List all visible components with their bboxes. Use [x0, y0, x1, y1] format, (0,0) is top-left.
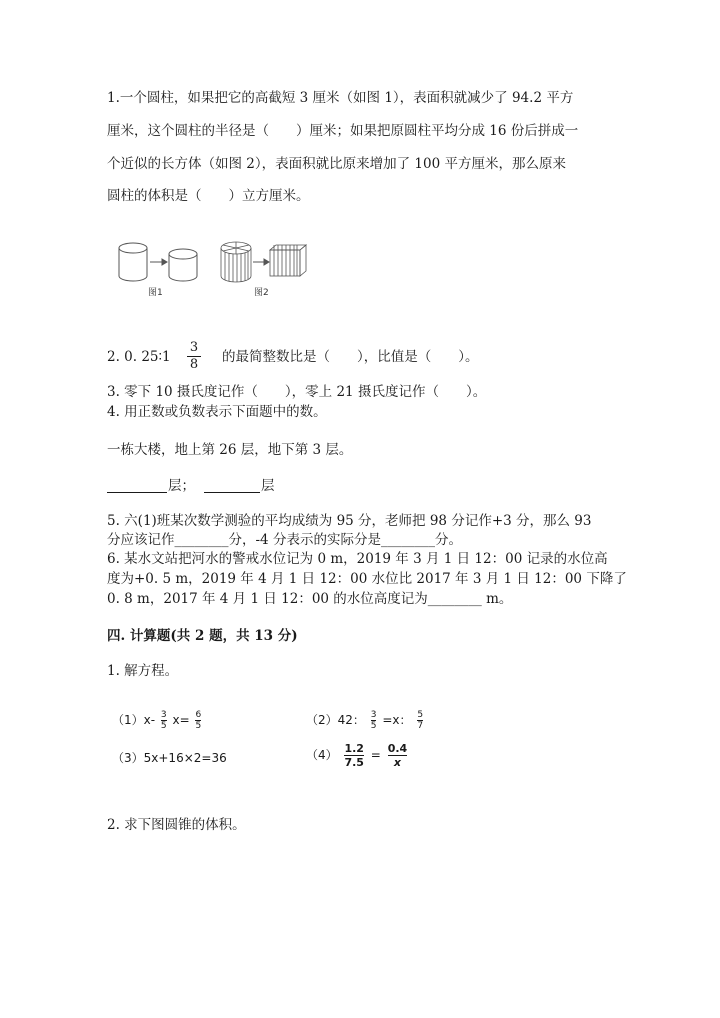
arrow-icon-2: [253, 259, 269, 265]
q1-line4: 圆柱的体积是（ ）立方厘米。: [107, 188, 310, 204]
eq2-label: （2）: [306, 713, 338, 727]
q3-text: 3. 零下 10 摄氏度记作（ ），零上 21 摄氏度记作（ ）。: [107, 384, 487, 400]
q6-line2: 度为+0. 5 m，2019 年 4 月 1 日 12：00 水位比 2017 年 3 月 1 日 12：00 下降了: [107, 571, 627, 587]
cylinder-figures: [112, 236, 312, 298]
answer-blank-2[interactable]: [204, 492, 260, 493]
cylinder-sliced: [221, 242, 251, 282]
q2-frac-num: 3: [189, 340, 199, 355]
q4-sub: 一栋大楼，地上第 26 层，地下第 3 层。: [107, 442, 353, 458]
eq2-b: =x：: [382, 713, 412, 727]
q1-line3: 个近似的长方体（如图 2），表面积就比原来增加了 100 平方厘米，那么原来: [107, 156, 566, 172]
equation-1: [112, 710, 203, 731]
eq3-text: 5x+16×2=36: [143, 751, 227, 765]
equation-2: [306, 710, 425, 731]
approx-cuboid: [270, 245, 306, 276]
eq2-f2-num: 5: [417, 710, 424, 720]
section4-p2: 2. 求下图圆锥的体积。: [107, 817, 246, 833]
eq2-frac2: [417, 710, 423, 731]
eq1-frac2: [195, 710, 201, 731]
cylinder-tall: [119, 243, 147, 281]
eq4-f1-num: 1.2: [344, 742, 364, 755]
eq4-f1-den: 7.5: [344, 756, 364, 769]
equation-3: [112, 748, 227, 768]
q1-line2: 厘米，这个圆柱的半径是（ ）厘米；如果把原圆柱平均分成 16 份后拼成一: [107, 123, 579, 139]
eq1-label: （1）: [112, 713, 144, 727]
eq4-frac1: [344, 742, 364, 769]
section4-p1: 1. 解方程。: [107, 663, 179, 679]
fig2-caption: 图2: [254, 288, 269, 298]
q2-suffix: 的最简整数比是（ ），比值是（ ）。: [222, 349, 479, 365]
eq4-label: （4）: [306, 748, 338, 762]
eq1-f2-num: 6: [195, 710, 202, 720]
eq4-op: =: [370, 748, 381, 762]
arrow-icon: [150, 259, 167, 265]
q2-frac-den: 8: [189, 357, 199, 372]
blank2-unit: 层: [261, 478, 275, 494]
q2-fraction: [186, 340, 202, 373]
eq1-f2-den: 5: [195, 721, 202, 731]
eq1-frac1: [161, 710, 167, 731]
q5-line2: 分应该记作________分，-4 分表示的实际分是________分。: [107, 532, 462, 548]
eq1-f1-den: 5: [160, 721, 167, 731]
blank1-unit: 层；: [168, 478, 195, 494]
eq1-b: x=: [172, 713, 190, 727]
fig1-caption: 图1: [148, 288, 163, 298]
eq4-f2-den: x: [388, 755, 408, 769]
eq2-f1-num: 3: [370, 710, 377, 720]
eq1-f1-num: 3: [160, 710, 167, 720]
q6-line1: 6. 某水文站把河水的警戒水位记为 0 m，2019 年 3 月 1 日 12：00 记录的水位高: [107, 551, 608, 567]
eq2-f1-den: 5: [370, 721, 377, 731]
eq1-a: x-: [143, 713, 156, 727]
q6-line3: 0. 8 m，2017 年 4 月 1 日 12：00 的水位高度记为________ m。: [107, 591, 513, 607]
eq4-frac2: [388, 742, 408, 769]
eq2-f2-den: 7: [417, 721, 424, 731]
eq3-label: （3）: [112, 751, 144, 765]
q2-prefix: 2. 0. 25∶1: [107, 349, 171, 365]
equation-4: [306, 742, 410, 769]
eq2-a: 42：: [337, 713, 365, 727]
q5-line1: 5. 六(1)班某次数学测验的平均成绩为 95 分，老师把 98 分记作+3 分，那么 93: [107, 513, 592, 529]
eq2-frac1: [371, 710, 377, 731]
eq4-f2-num: 0.4: [387, 742, 408, 755]
q1-line1: 1.一个圆柱，如果把它的高截短 3 厘米（如图 1），表面积就减少了 94.2 平方: [107, 90, 574, 106]
section4-title: 四. 计算题(共 2 题，共 13 分): [107, 628, 298, 644]
q4-text: 4. 用正数或负数表示下面题中的数。: [107, 404, 327, 420]
answer-blank-1[interactable]: [107, 492, 167, 493]
cylinder-short: [169, 249, 197, 281]
